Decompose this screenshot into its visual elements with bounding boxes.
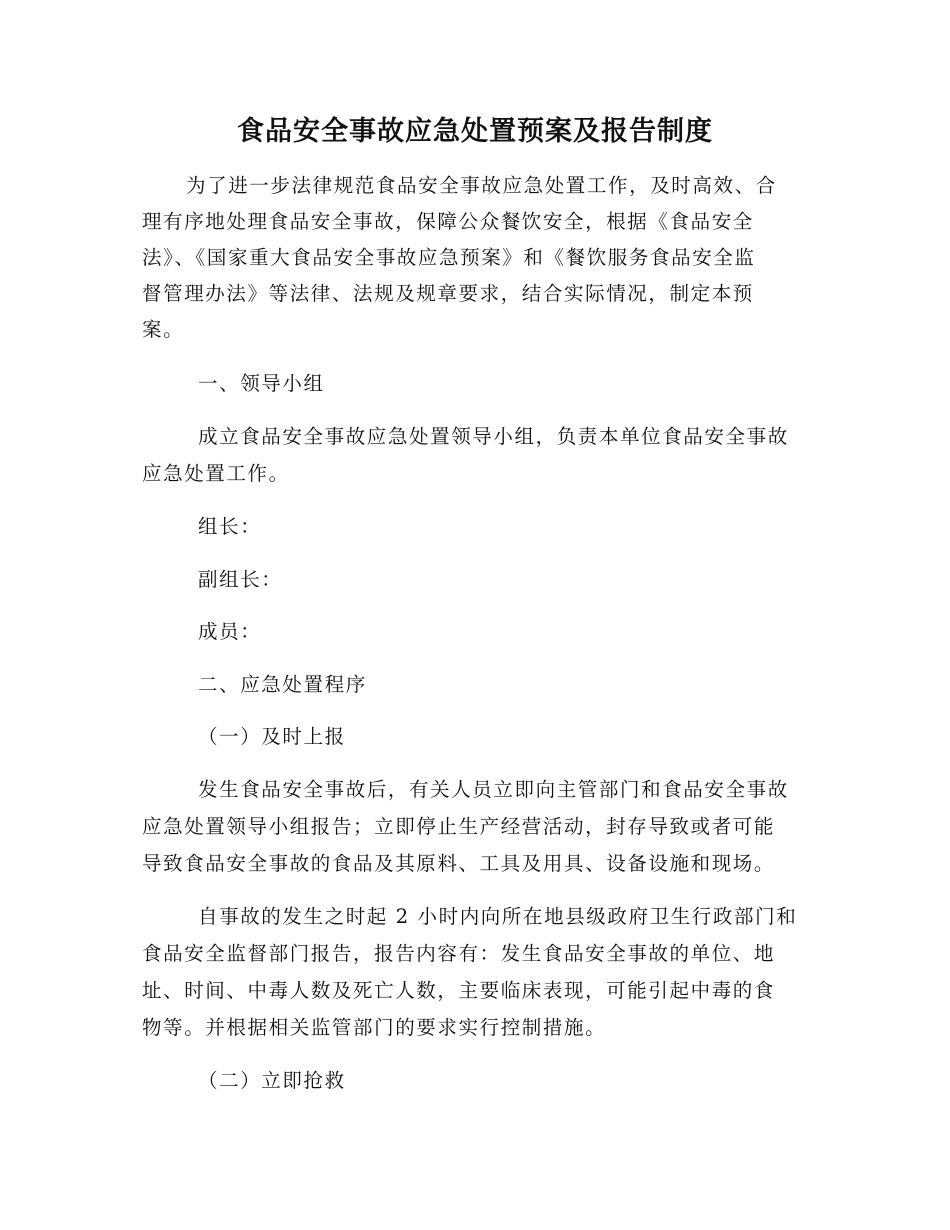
sub1-para2-line-4: 物等。并根据相关监管部门的要求实行控制措施。 bbox=[142, 1016, 607, 1039]
group-leader-label: 组长： bbox=[198, 515, 262, 538]
document-title: 食品安全事故应急处置预案及报告制度 bbox=[237, 116, 713, 147]
members-label: 成员： bbox=[198, 620, 262, 643]
sub1-para2-line-3: 址、时间、中毒人数及死亡人数，主要临床表现，可能引起中毒的食 bbox=[142, 979, 776, 1002]
section1-line-2: 应急处置工作。 bbox=[142, 462, 290, 485]
sub1-para1-line-3: 导致食品安全事故的食品及其原料、工具及用具、设备设施和现场。 bbox=[142, 852, 776, 875]
sub1-para2-line-1: 自事故的发生之时起 2 小时内向所在地县级政府卫生行政部门和 bbox=[198, 905, 798, 928]
intro-line-3: 法》、《国家重大食品安全事故应急预案》和《餐饮服务食品安全监 bbox=[142, 246, 756, 269]
intro-line-2: 理有序地处理食品安全事故，保障公众餐饮安全，根据《食品安全 bbox=[142, 210, 754, 233]
section1-heading: 一、领导小组 bbox=[198, 372, 325, 395]
section1-line-1: 成立食品安全事故应急处置领导小组，负责本单位食品安全事故 bbox=[198, 425, 789, 448]
sub2-heading: （二）立即抢救 bbox=[198, 1069, 346, 1092]
sub1-para1-line-1: 发生食品安全事故后，有关人员立即向主管部门和食品安全事故 bbox=[198, 778, 789, 801]
section2-heading: 二、应急处置程序 bbox=[198, 673, 367, 696]
sub1-para1-line-2: 应急处置领导小组报告；立即停止生产经营活动，封存导致或者可能 bbox=[142, 815, 776, 838]
deputy-leader-label: 副组长： bbox=[198, 568, 283, 591]
sub1-para2-line-2: 食品安全监督部门报告，报告内容有：发生食品安全事故的单位、地 bbox=[142, 942, 776, 965]
intro-line-5: 案。 bbox=[142, 318, 185, 341]
intro-line-1: 为了进一步法律规范食品安全事故应急处置工作，及时高效、合 bbox=[186, 174, 777, 197]
sub1-heading: （一）及时上报 bbox=[198, 725, 346, 748]
intro-line-4: 督管理办法》等法律、法规及规章要求，结合实际情况，制定本预 bbox=[142, 282, 754, 305]
